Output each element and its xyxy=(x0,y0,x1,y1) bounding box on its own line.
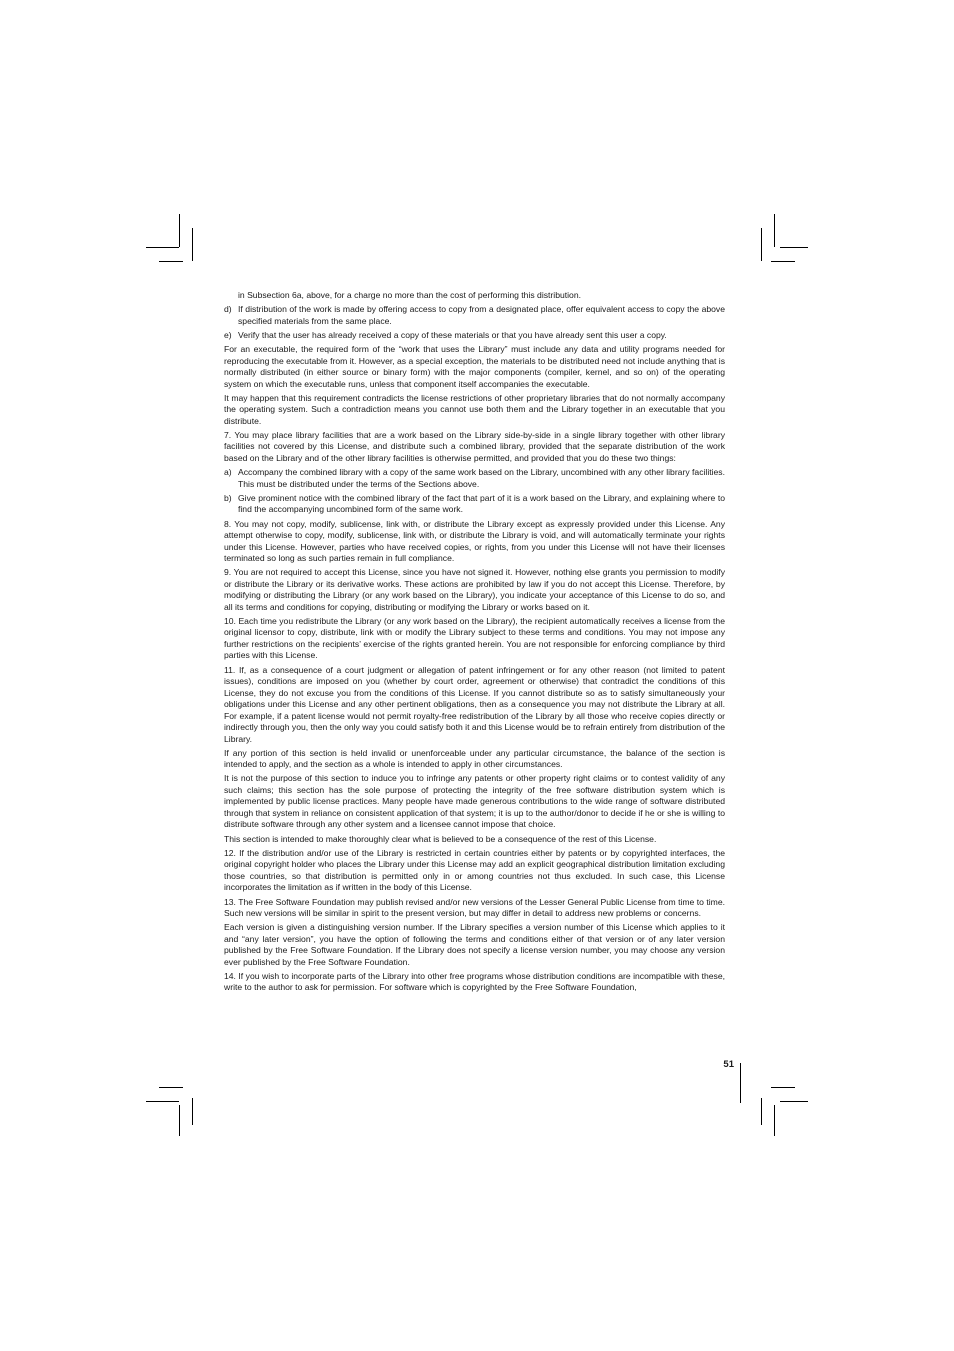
list-marker: d) xyxy=(224,304,232,315)
section-9: 9. You are not required to accept this License, since you have not signed it. However, nothing else grants you permission to modify or distribute the Library or its derivative works. These actions are prohibited by law if you do not accept this License. Therefore, by modifying or distributing the Library (or any work based on the Library), you indicate your acceptance of this License to do so, and all its terms and conditions for copying, distributing or modifying the Library or works based on it. xyxy=(224,567,725,612)
page-number-rule xyxy=(740,1063,741,1103)
crop-mark xyxy=(761,228,762,261)
paragraph: Each version is given a distinguishing version number. If the Library specifies a version number of this License which applies to it and “any later version”, you have the option of following the terms and conditions either of that version or of any later version published by the Free Software Foundation. If the Library does not specify a license version number, you may choose any version ever published by the Free Software Foundation. xyxy=(224,922,725,967)
list-item xyxy=(224,330,725,342)
paragraph: It is not the purpose of this section to induce you to infringe any patents or other property right claims or to contest validity of any such claims; this section has the sole purpose of protecting the integrity of the free software distribution system which is implemented by public license practices. Many people have made generous contributions to the wide range of software distributed through that system in reliance on consistent application of that system; it is up to the author/donor to decide if he or she is willing to distribute software through any other system and a licensee cannot impose that choice. xyxy=(224,773,725,830)
section-10: 10. Each time you redistribute the Library (or any work based on the Library), the recipient automatically receives a license from the original licensor to copy, distribute, link with or modify the Library subject to these terms and conditions. You may not impose any further restrictions on the recipients’ exercise of the rights granted herein. You are not responsible for enforcing compliance by third parties with this License. xyxy=(224,615,725,661)
list-marker: b) xyxy=(224,492,232,503)
section-13: 13. The Free Software Foundation may publish revised and/or new versions of the Lesser General Public License from time to time. Such new versions will be similar in spirit to the present version, but may differ in detail to address new problems or concerns. xyxy=(224,896,725,918)
section-7: 7. You may place library facilities that are a work based on the Library side-by-side in a single library together with other library facilities not covered by this License, and distribute such a combined library, provided that the separate distribution of the work based on the Library and of the other library facilities is otherwise permitted, and provided that you do these two things: xyxy=(224,429,725,463)
paragraph: in Subsection 6a, above, for a charge no more than the cost of performing this distribution. xyxy=(238,290,581,300)
crop-mark xyxy=(179,1105,180,1136)
crop-mark xyxy=(179,214,180,247)
crop-mark xyxy=(159,261,183,262)
paragraph: If any portion of this section is held invalid or unenforceable under any particular circumstance, the balance of the section is intended to apply, and the section as a whole is intended to apply in other circumstances. xyxy=(224,747,725,770)
crop-mark xyxy=(159,1087,183,1088)
page-number: 51 xyxy=(723,1059,734,1070)
crop-mark xyxy=(774,1105,775,1136)
list-item-text: If distribution of the work is made by offering access to copy from a designated place, offer equivalent access to copy the above specified materials from the same place. xyxy=(238,304,725,326)
section-12: 12. If the distribution and/or use of the Library is restricted in certain countries either by patents or by copyrighted interfaces, the original copyright holder who places the Library under this License may add an explicit geographical distribution limitation excluding those countries, so that distribution is permitted only in or among countries not thus excluded. In such case, this License incorporates the limitation as if written in the body of this License. xyxy=(224,847,725,893)
section-11: 11. If, as a consequence of a court judgment or allegation of patent infringement or for any other reason (not limited to patent issues), conditions are imposed on you (whether by court order, agreement or otherwise) that contradict the conditions of this License, they do not excuse you from the conditions of this License. If you cannot distribute so as to satisfy simultaneously your obligations under this License and any other pertinent obligations, then as a consequence you may not distribute the Library at all. For example, if a patent license would not permit royalty-free redistribution of the Library by all those who receive copies directly or indirectly through you, then the only way you could satisfy both it and this License would be to refrain entirely from distribution of the Library. xyxy=(224,664,725,744)
crop-mark xyxy=(192,228,193,261)
list-item xyxy=(224,304,725,327)
crop-mark xyxy=(771,1087,795,1088)
list-item-text: Verify that the user has already received a copy of these materials or that you have already sent this user a copy. xyxy=(238,329,667,340)
paragraph: This section is intended to make thoroughly clear what is believed to be a consequence of the rest of this License. xyxy=(224,833,657,844)
paragraph: It may happen that this requirement contradicts the license restrictions of other proprietary libraries that do not normally accompany the operating system. Such a contradiction means you cannot use both them and the Library together in an executable that you distribute. xyxy=(224,392,725,426)
crop-mark xyxy=(774,214,775,247)
section-8: 8. You may not copy, modify, sublicense, link with, or distribute the Library except as expressly provided under this License. Any attempt otherwise to copy, modify, sublicense, link with, or distribute the Library is void, and will automatically terminate your rights under this License. However, parties who have received copies, or rights, from you under this License will not have their licenses terminated so long as such parties remain in full compliance. xyxy=(224,518,725,563)
crop-mark xyxy=(771,261,795,262)
list-item xyxy=(224,493,725,516)
crop-mark xyxy=(780,1101,808,1102)
crop-mark xyxy=(146,1101,179,1102)
section-14: 14. If you wish to incorporate parts of the Library into other free programs whose distribution conditions are incompatible with these, write to the author to ask for permission. For software which is copyrighted by the Free Software Foundation, xyxy=(224,970,725,993)
list-marker: a) xyxy=(224,467,232,478)
list-item xyxy=(224,467,725,490)
crop-mark xyxy=(146,247,179,248)
paragraph: For an executable, the required form of the “work that uses the Library” must include any data and utility programs needed for reproducing the executable from it. However, as a special exception, the materials to be distributed need not include anything that is normally distributed (in either source or binary form) with the major components (compiler, kernel, and so on) of the operating system on which the executable runs, unless that component itself accompanies the executable. xyxy=(224,344,725,389)
crop-mark xyxy=(780,247,808,248)
list-item-text: Accompany the combined library with a copy of the same work based on the Library, uncombined with any other library facilities. This must be distributed under the terms of the Sections above. xyxy=(238,467,725,489)
list-item-text: Give prominent notice with the combined library of the fact that part of it is a work based on the Library, and explaining where to find the accompanying uncombined form of the same work. xyxy=(238,492,725,515)
crop-mark xyxy=(192,1098,193,1125)
license-text-body xyxy=(224,290,725,997)
crop-mark xyxy=(761,1098,762,1125)
list-marker: e) xyxy=(224,329,232,340)
